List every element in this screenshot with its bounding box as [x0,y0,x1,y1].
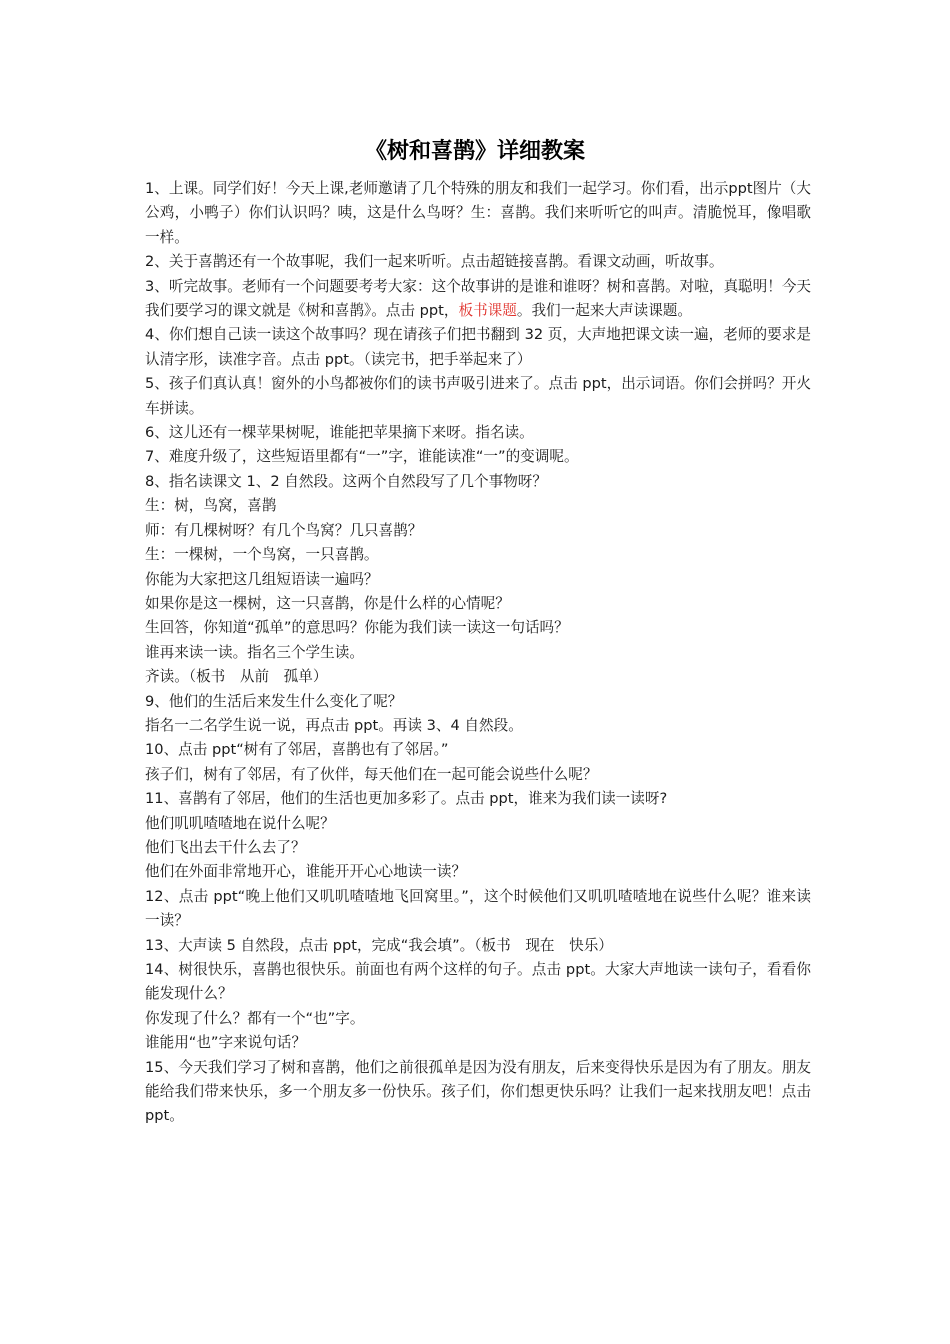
text-line: 他们飞出去干什么去了？ [145,838,306,856]
step-3-paragraph [145,275,811,324]
text-line: 谁能用“也”字来说句话？ [145,1034,307,1052]
text-line: 他们叽叽喳喳地在说什么呢？ [145,814,335,832]
step-3-text-after: 。我们一起来大声读课题。 [516,302,692,320]
text-line: 生回答，你知道“孤单”的意思吗？你能为我们读一读这一句话吗？ [145,619,569,637]
step-9-paragraph: 9、他们的生活后来发生什么变化了呢？ [145,692,403,710]
text-line: 如果你是这一棵树，这一只喜鹊，你是什么样的心情呢？ [145,594,510,612]
step-14-paragraph: 14、树很快乐，喜鹊也很快乐。前面也有两个这样的句子。点击 ppt。大家大声地读一读句子，看看你能发现什么？ [145,961,811,1003]
text-line: 齐读。（板书 从前 孤单） [145,668,328,686]
dialogue-line: 生：树，鸟窝，喜鹊 [145,497,277,515]
step-10-paragraph: 10、点击 ppt“树有了邻居，喜鹊也有了邻居。” [145,741,449,759]
step-13-paragraph: 13、大声读 5 自然段，点击 ppt，完成“我会填”。（板书 现在 快乐） [145,936,613,954]
text-line: 你能为大家把这几组短语读一遍吗？ [145,570,379,588]
step-3-text-before: 3、听完故事。老师有一个问题要考考大家：这个故事讲的是谁和谁呀？树和喜鹊。对啦，真聪明！今天我们要学习的课文就是《树和喜鹊》。点击 ppt， [145,277,812,320]
step-6-paragraph: 6、这儿还有一棵苹果树呢，谁能把苹果摘下来呀。指名读。 [145,424,534,442]
text-line: 你发现了什么？都有一个“也”字。 [145,1009,365,1027]
step-5-paragraph: 5、孩子们真认真！窗外的小鸟都被你们的读书声吸引进来了。点击 ppt，出示词语。你们会拼吗？开火车拼读。 [145,375,811,417]
dialogue-line: 生：一棵树，一个鸟窝，一只喜鹊。 [145,546,379,564]
step-1-paragraph: 1、上课。同学们好！今天上课,老师邀请了几个特殊的朋友和我们一起学习。你们看，出示ppt图片（大公鸡，小鸭子）你们认识吗？咦，这是什么鸟呀？生：喜鹊。我们来听听它的叫声。清脆悦耳，像唱歌一样。 [145,180,811,246]
step-4-paragraph: 4、你们想自己读一读这个故事吗？现在请孩子们把书翻到 32 页，大声地把课文读一遍，老师的要求是认清字形，读准字音。点击 ppt。（读完书，把手举起来了） [145,326,811,368]
dialogue-line: 师：有几棵树呀？有几个鸟窝？几只喜鹊？ [145,521,423,539]
lesson-plan-body [145,177,811,1129]
text-line: 他们在外面非常地开心，谁能开开心心地读一读？ [145,863,467,881]
text-line: 谁再来读一读。指名三个学生读。 [145,643,364,661]
step-2-paragraph: 2、关于喜鹊还有一个故事呢，我们一起来听听。点击超链接喜鹊。看课文动画，听故事。 [145,253,724,271]
step-7-paragraph: 7、难度升级了，这些短语里都有“一”字，谁能读准“一”的变调呢。 [145,448,579,466]
step-8-paragraph: 8、指名读课文 1、2 自然段。这两个自然段写了几个事物呀？ [145,472,547,490]
step-12-paragraph: 12、点击 ppt“晚上他们又叽叽喳喳地飞回窝里。”，这个时候他们又叽叽喳喳地在说些什么呢？谁来读一读？ [145,887,811,930]
text-line: 孩子们，树有了邻居，有了伙伴，每天他们在一起可能会说些什么呢？ [145,765,598,783]
board-title-highlight: 板书课题 [458,302,517,320]
step-11-paragraph: 11、喜鹊有了邻居，他们的生活也更加多彩了。点击 ppt，谁来为我们读一读呀? [145,790,668,808]
step-15-paragraph: 15、今天我们学习了树和喜鹊，他们之前很孤单是因为没有朋友，后来变得快乐是因为有了朋友。朋友能给我们带来快乐，多一个朋友多一份快乐。孩子们，你们想更快乐吗？让我们一起来找朋友吧！点击 ppt。 [145,1058,811,1125]
text-line: 指名一二名学生说一说，再点击 ppt。再读 3、4 自然段。 [145,716,523,734]
document-title: 《树和喜鹊》详细教案 [364,138,585,164]
